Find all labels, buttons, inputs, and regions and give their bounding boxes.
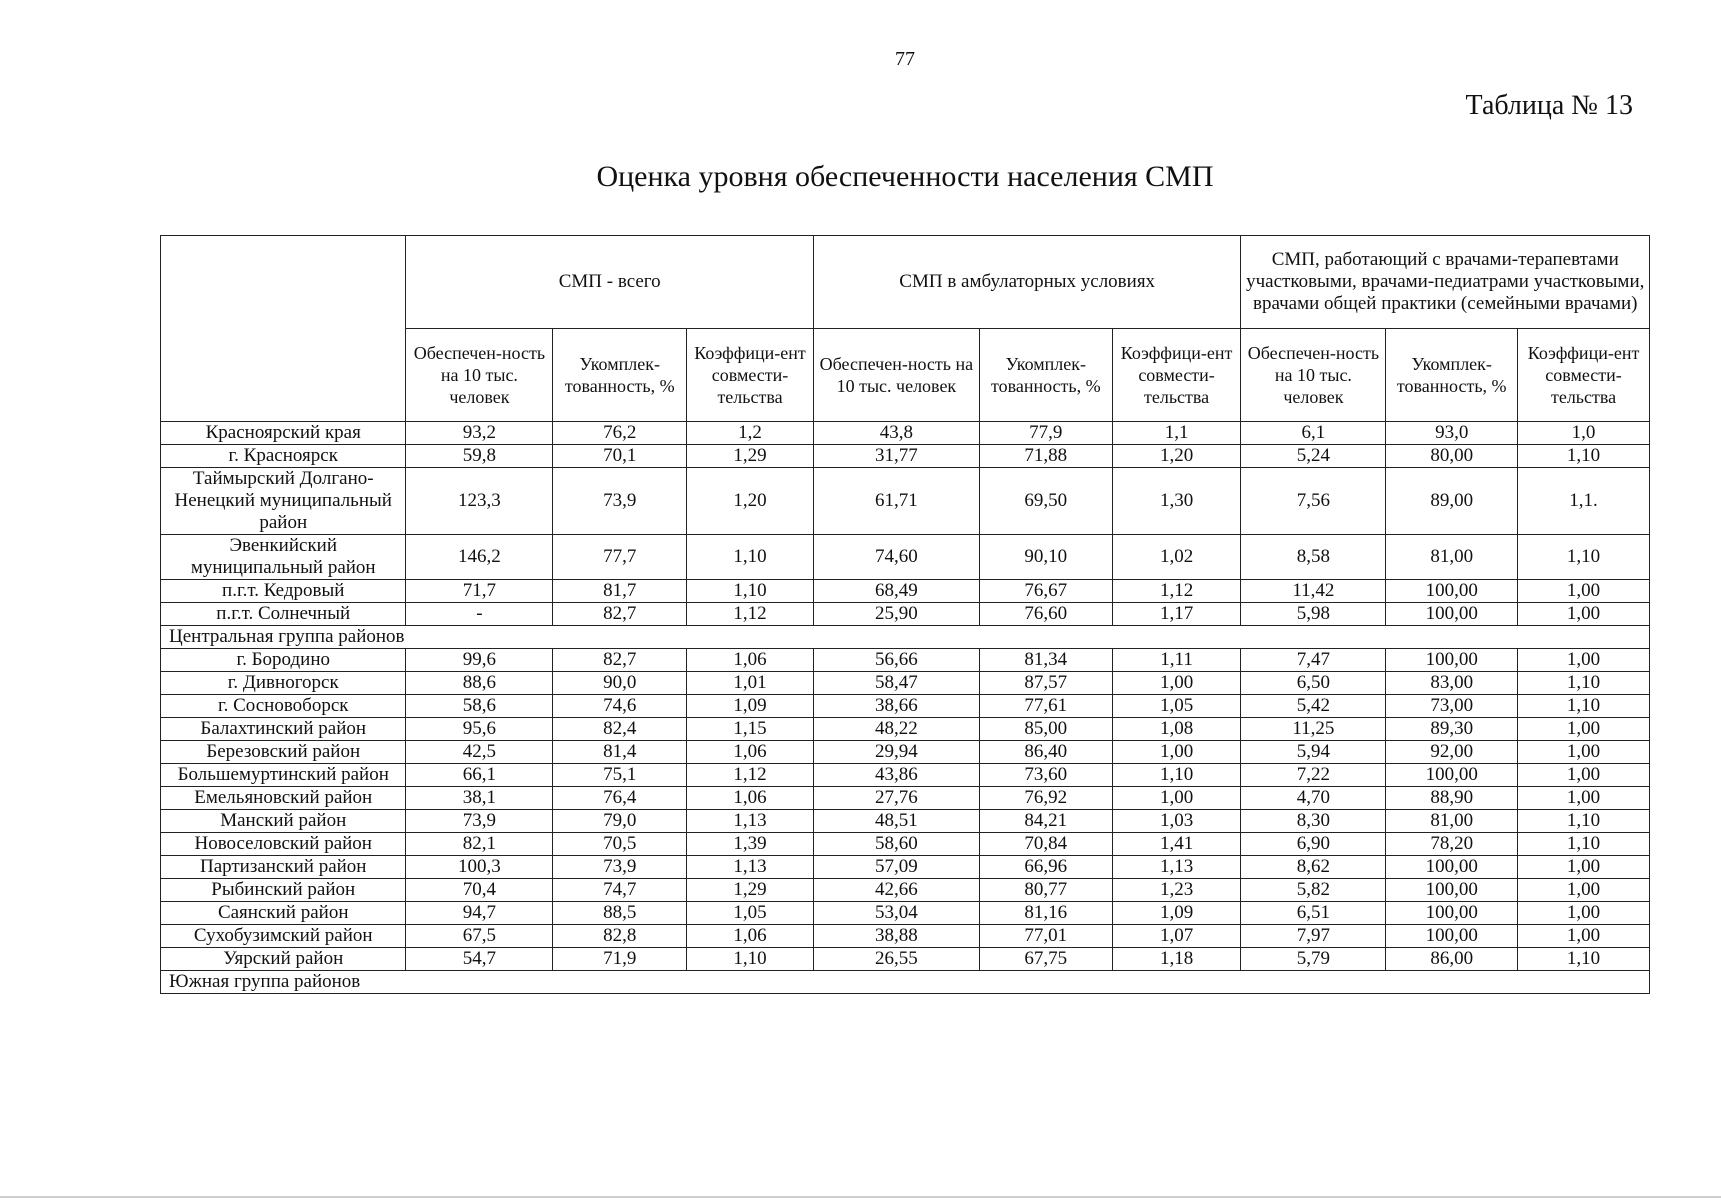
value-cell: 76,92: [979, 787, 1112, 810]
value-cell: 88,5: [553, 902, 687, 925]
value-cell: 1,12: [687, 764, 814, 787]
value-cell: 100,00: [1386, 925, 1518, 948]
value-cell: 48,22: [813, 718, 979, 741]
page-number: 77: [895, 48, 915, 70]
row-name-cell: Таймырский Долгано-Ненецкий муниципальный район: [161, 468, 406, 535]
row-name-cell: г. Красноярск: [161, 445, 406, 468]
value-cell: 81,00: [1386, 810, 1518, 833]
value-cell: 100,3: [406, 856, 553, 879]
value-cell: 54,7: [406, 948, 553, 971]
value-cell: 43,8: [813, 422, 979, 445]
value-cell: 74,60: [813, 535, 979, 580]
value-cell: 1,10: [1518, 948, 1650, 971]
value-cell: 100,00: [1386, 764, 1518, 787]
row-name-cell: Березовский район: [161, 741, 406, 764]
value-cell: 1,13: [687, 810, 814, 833]
value-cell: 1,06: [687, 741, 814, 764]
header-sub-coefficient: Коэффици-ент совмести-тельства: [1518, 329, 1650, 422]
table-body: [161, 422, 1650, 994]
value-cell: 1,09: [1112, 902, 1241, 925]
value-cell: 1,13: [687, 856, 814, 879]
value-cell: 43,86: [813, 764, 979, 787]
value-cell: 1,11: [1112, 649, 1241, 672]
value-cell: 5,79: [1241, 948, 1386, 971]
row-name-cell: Саянский район: [161, 902, 406, 925]
header-corner-cell: [161, 236, 406, 422]
value-cell: 1,10: [1518, 695, 1650, 718]
value-cell: 88,90: [1386, 787, 1518, 810]
group-row-filler: [553, 626, 1650, 649]
value-cell: 71,88: [979, 445, 1112, 468]
value-cell: 92,00: [1386, 741, 1518, 764]
value-cell: 68,49: [813, 580, 979, 603]
value-cell: 1,10: [1518, 672, 1650, 695]
group-header-row: [161, 971, 1650, 994]
value-cell: 66,1: [406, 764, 553, 787]
value-cell: 70,4: [406, 879, 553, 902]
value-cell: 85,00: [979, 718, 1112, 741]
value-cell: 94,7: [406, 902, 553, 925]
value-cell: 57,09: [813, 856, 979, 879]
value-cell: 1,13: [1112, 856, 1241, 879]
header-sub-staffing: Укомплек-тованность, %: [979, 329, 1112, 422]
table-row: [161, 422, 1650, 445]
table-row: [161, 468, 1650, 535]
value-cell: 5,82: [1241, 879, 1386, 902]
value-cell: 89,30: [1386, 718, 1518, 741]
value-cell: 38,88: [813, 925, 979, 948]
table-row: [161, 833, 1650, 856]
value-cell: 1,01: [687, 672, 814, 695]
value-cell: 82,7: [553, 603, 687, 626]
value-cell: 75,1: [553, 764, 687, 787]
value-cell: 77,9: [979, 422, 1112, 445]
value-cell: 1,00: [1518, 856, 1650, 879]
value-cell: 74,7: [553, 879, 687, 902]
value-cell: 67,5: [406, 925, 553, 948]
value-cell: 1,41: [1112, 833, 1241, 856]
value-cell: 7,56: [1241, 468, 1386, 535]
value-cell: 59,8: [406, 445, 553, 468]
group-label: Южная группа районов: [161, 971, 553, 994]
table-row: [161, 879, 1650, 902]
value-cell: 78,20: [1386, 833, 1518, 856]
value-cell: 73,9: [406, 810, 553, 833]
row-name-cell: г. Сосновоборск: [161, 695, 406, 718]
table-number: Таблица № 13: [1465, 90, 1633, 121]
value-cell: 1,10: [1518, 535, 1650, 580]
value-cell: 1,10: [687, 948, 814, 971]
value-cell: 5,94: [1241, 741, 1386, 764]
value-cell: 82,7: [553, 649, 687, 672]
value-cell: 53,04: [813, 902, 979, 925]
value-cell: 69,50: [979, 468, 1112, 535]
header-sub-staffing: Укомплек-тованность, %: [553, 329, 687, 422]
table-row: [161, 787, 1650, 810]
header-sub-provision: Обеспечен-ность на 10 тыс. человек: [813, 329, 979, 422]
value-cell: 27,76: [813, 787, 979, 810]
value-cell: 56,66: [813, 649, 979, 672]
value-cell: 82,4: [553, 718, 687, 741]
value-cell: 76,67: [979, 580, 1112, 603]
row-name-cell: Партизанский район: [161, 856, 406, 879]
row-name-cell: Балахтинский район: [161, 718, 406, 741]
table-row: [161, 810, 1650, 833]
value-cell: 1,03: [1112, 810, 1241, 833]
value-cell: 79,0: [553, 810, 687, 833]
table-row: [161, 856, 1650, 879]
value-cell: 1,00: [1518, 787, 1650, 810]
row-name-cell: п.г.т. Солнечный: [161, 603, 406, 626]
table-row: [161, 535, 1650, 580]
table-row: [161, 902, 1650, 925]
value-cell: 71,7: [406, 580, 553, 603]
value-cell: 1,10: [687, 535, 814, 580]
value-cell: 81,34: [979, 649, 1112, 672]
value-cell: 73,00: [1386, 695, 1518, 718]
table-row: [161, 603, 1650, 626]
table-row: [161, 925, 1650, 948]
table-header: [161, 236, 1650, 422]
header-group-smp-outpatient: СМП в амбулаторных условиях: [813, 236, 1241, 329]
value-cell: 81,7: [553, 580, 687, 603]
value-cell: 100,00: [1386, 580, 1518, 603]
value-cell: 1,30: [1112, 468, 1241, 535]
value-cell: 1,10: [1518, 445, 1650, 468]
value-cell: 100,00: [1386, 902, 1518, 925]
value-cell: 38,66: [813, 695, 979, 718]
value-cell: 95,6: [406, 718, 553, 741]
value-cell: 1,00: [1518, 741, 1650, 764]
value-cell: 1,00: [1518, 925, 1650, 948]
value-cell: 100,00: [1386, 856, 1518, 879]
value-cell: 11,42: [1241, 580, 1386, 603]
table-row: [161, 741, 1650, 764]
row-name-cell: Рыбинский район: [161, 879, 406, 902]
value-cell: 1,00: [1518, 603, 1650, 626]
value-cell: 1,17: [1112, 603, 1241, 626]
header-sub-coefficient: Коэффици-ент совмести-тельства: [1112, 329, 1241, 422]
value-cell: 1,1: [1112, 422, 1241, 445]
value-cell: 90,0: [553, 672, 687, 695]
value-cell: 82,8: [553, 925, 687, 948]
header-sub-provision: Обеспечен-ность на 10 тыс. человек: [1241, 329, 1386, 422]
value-cell: 1,18: [1112, 948, 1241, 971]
value-cell: 31,77: [813, 445, 979, 468]
value-cell: 70,84: [979, 833, 1112, 856]
value-cell: 83,00: [1386, 672, 1518, 695]
value-cell: 1,07: [1112, 925, 1241, 948]
value-cell: 38,1: [406, 787, 553, 810]
value-cell: 74,6: [553, 695, 687, 718]
group-header-row: [161, 626, 1650, 649]
value-cell: 73,60: [979, 764, 1112, 787]
value-cell: 86,40: [979, 741, 1112, 764]
value-cell: 84,21: [979, 810, 1112, 833]
value-cell: 42,66: [813, 879, 979, 902]
row-name-cell: Новоселовский район: [161, 833, 406, 856]
table-row: [161, 445, 1650, 468]
value-cell: 1,10: [1518, 833, 1650, 856]
row-name-cell: г. Дивногорск: [161, 672, 406, 695]
table-row: [161, 580, 1650, 603]
value-cell: 42,5: [406, 741, 553, 764]
table-row: [161, 672, 1650, 695]
value-cell: 5,24: [1241, 445, 1386, 468]
value-cell: 1,00: [1112, 787, 1241, 810]
value-cell: 1,20: [1112, 445, 1241, 468]
value-cell: 90,10: [979, 535, 1112, 580]
row-name-cell: Манский район: [161, 810, 406, 833]
table-row: [161, 948, 1650, 971]
value-cell: 77,01: [979, 925, 1112, 948]
value-cell: 1,06: [687, 787, 814, 810]
row-name-cell: г. Бородино: [161, 649, 406, 672]
value-cell: 7,97: [1241, 925, 1386, 948]
value-cell: 25,90: [813, 603, 979, 626]
value-cell: 8,30: [1241, 810, 1386, 833]
header-sub-coefficient: Коэффици-ент совмести-тельства: [687, 329, 814, 422]
table-row: [161, 764, 1650, 787]
value-cell: 5,42: [1241, 695, 1386, 718]
value-cell: 48,51: [813, 810, 979, 833]
provision-table: [160, 235, 1650, 994]
group-row-filler: [553, 971, 1650, 994]
page-title: Оценка уровня обеспеченности населения СМП: [596, 160, 1214, 193]
value-cell: 1,00: [1518, 902, 1650, 925]
value-cell: 1,12: [687, 603, 814, 626]
value-cell: 7,47: [1241, 649, 1386, 672]
value-cell: 6,51: [1241, 902, 1386, 925]
value-cell: 26,55: [813, 948, 979, 971]
value-cell: 1,20: [687, 468, 814, 535]
value-cell: 81,00: [1386, 535, 1518, 580]
value-cell: 81,4: [553, 741, 687, 764]
page-edge-line: [0, 1196, 1721, 1198]
row-name-cell: Большемуртинский район: [161, 764, 406, 787]
value-cell: 1,39: [687, 833, 814, 856]
row-name-cell: п.г.т. Кедровый: [161, 580, 406, 603]
value-cell: 1,00: [1518, 649, 1650, 672]
value-cell: 87,57: [979, 672, 1112, 695]
value-cell: 123,3: [406, 468, 553, 535]
value-cell: 1,29: [687, 445, 814, 468]
value-cell: 61,71: [813, 468, 979, 535]
value-cell: 71,9: [553, 948, 687, 971]
value-cell: 77,61: [979, 695, 1112, 718]
value-cell: 1,10: [687, 580, 814, 603]
value-cell: 1,02: [1112, 535, 1241, 580]
header-sub-provision: Обеспечен-ность на 10 тыс. человек: [406, 329, 553, 422]
value-cell: 58,47: [813, 672, 979, 695]
value-cell: 100,00: [1386, 603, 1518, 626]
value-cell: 58,60: [813, 833, 979, 856]
value-cell: 77,7: [553, 535, 687, 580]
value-cell: 81,16: [979, 902, 1112, 925]
value-cell: 6,1: [1241, 422, 1386, 445]
value-cell: 6,50: [1241, 672, 1386, 695]
value-cell: 1,10: [1518, 810, 1650, 833]
value-cell: 80,77: [979, 879, 1112, 902]
value-cell: 1,00: [1112, 672, 1241, 695]
table-row: [161, 718, 1650, 741]
value-cell: 70,5: [553, 833, 687, 856]
value-cell: 1,05: [1112, 695, 1241, 718]
table-row: [161, 695, 1650, 718]
value-cell: 5,98: [1241, 603, 1386, 626]
value-cell: -: [406, 603, 553, 626]
value-cell: 1,06: [687, 649, 814, 672]
value-cell: 76,2: [553, 422, 687, 445]
value-cell: 1,00: [1518, 879, 1650, 902]
value-cell: 1,09: [687, 695, 814, 718]
value-cell: 1,00: [1112, 741, 1241, 764]
value-cell: 100,00: [1386, 649, 1518, 672]
value-cell: 11,25: [1241, 718, 1386, 741]
value-cell: 70,1: [553, 445, 687, 468]
value-cell: 1,10: [1112, 764, 1241, 787]
value-cell: 4,70: [1241, 787, 1386, 810]
value-cell: 1,2: [687, 422, 814, 445]
table-row: [161, 649, 1650, 672]
row-name-cell: Красноярский края: [161, 422, 406, 445]
value-cell: 1,05: [687, 902, 814, 925]
header-sub-staffing: Укомплек-тованность, %: [1386, 329, 1518, 422]
value-cell: 1,1.: [1518, 468, 1650, 535]
value-cell: 93,2: [406, 422, 553, 445]
value-cell: 1,23: [1112, 879, 1241, 902]
value-cell: 88,6: [406, 672, 553, 695]
row-name-cell: Емельяновский район: [161, 787, 406, 810]
row-name-cell: Уярский район: [161, 948, 406, 971]
row-name-cell: Сухобузимский район: [161, 925, 406, 948]
value-cell: 58,6: [406, 695, 553, 718]
value-cell: 89,00: [1386, 468, 1518, 535]
value-cell: 6,90: [1241, 833, 1386, 856]
value-cell: 1,29: [687, 879, 814, 902]
header-group-smp-with-physicians: СМП, работающий с врачами-терапевтами участковыми, врачами-педиатрами участковыми, врачами общей практики (семейными врачами): [1241, 236, 1650, 329]
value-cell: 1,06: [687, 925, 814, 948]
value-cell: 86,00: [1386, 948, 1518, 971]
value-cell: 1,00: [1518, 718, 1650, 741]
value-cell: 1,12: [1112, 580, 1241, 603]
value-cell: 8,58: [1241, 535, 1386, 580]
value-cell: 66,96: [979, 856, 1112, 879]
value-cell: 146,2: [406, 535, 553, 580]
value-cell: 29,94: [813, 741, 979, 764]
value-cell: 1,0: [1518, 422, 1650, 445]
value-cell: 76,60: [979, 603, 1112, 626]
value-cell: 1,00: [1518, 764, 1650, 787]
group-label: Центральная группа районов: [161, 626, 553, 649]
row-name-cell: Эвенкийский муниципальный район: [161, 535, 406, 580]
value-cell: 80,00: [1386, 445, 1518, 468]
value-cell: 73,9: [553, 856, 687, 879]
value-cell: 1,15: [687, 718, 814, 741]
value-cell: 93,0: [1386, 422, 1518, 445]
value-cell: 7,22: [1241, 764, 1386, 787]
value-cell: 1,08: [1112, 718, 1241, 741]
header-group-smp-total: СМП - всего: [406, 236, 813, 329]
value-cell: 76,4: [553, 787, 687, 810]
value-cell: 1,00: [1518, 580, 1650, 603]
value-cell: 8,62: [1241, 856, 1386, 879]
value-cell: 73,9: [553, 468, 687, 535]
value-cell: 100,00: [1386, 879, 1518, 902]
value-cell: 99,6: [406, 649, 553, 672]
value-cell: 82,1: [406, 833, 553, 856]
value-cell: 67,75: [979, 948, 1112, 971]
